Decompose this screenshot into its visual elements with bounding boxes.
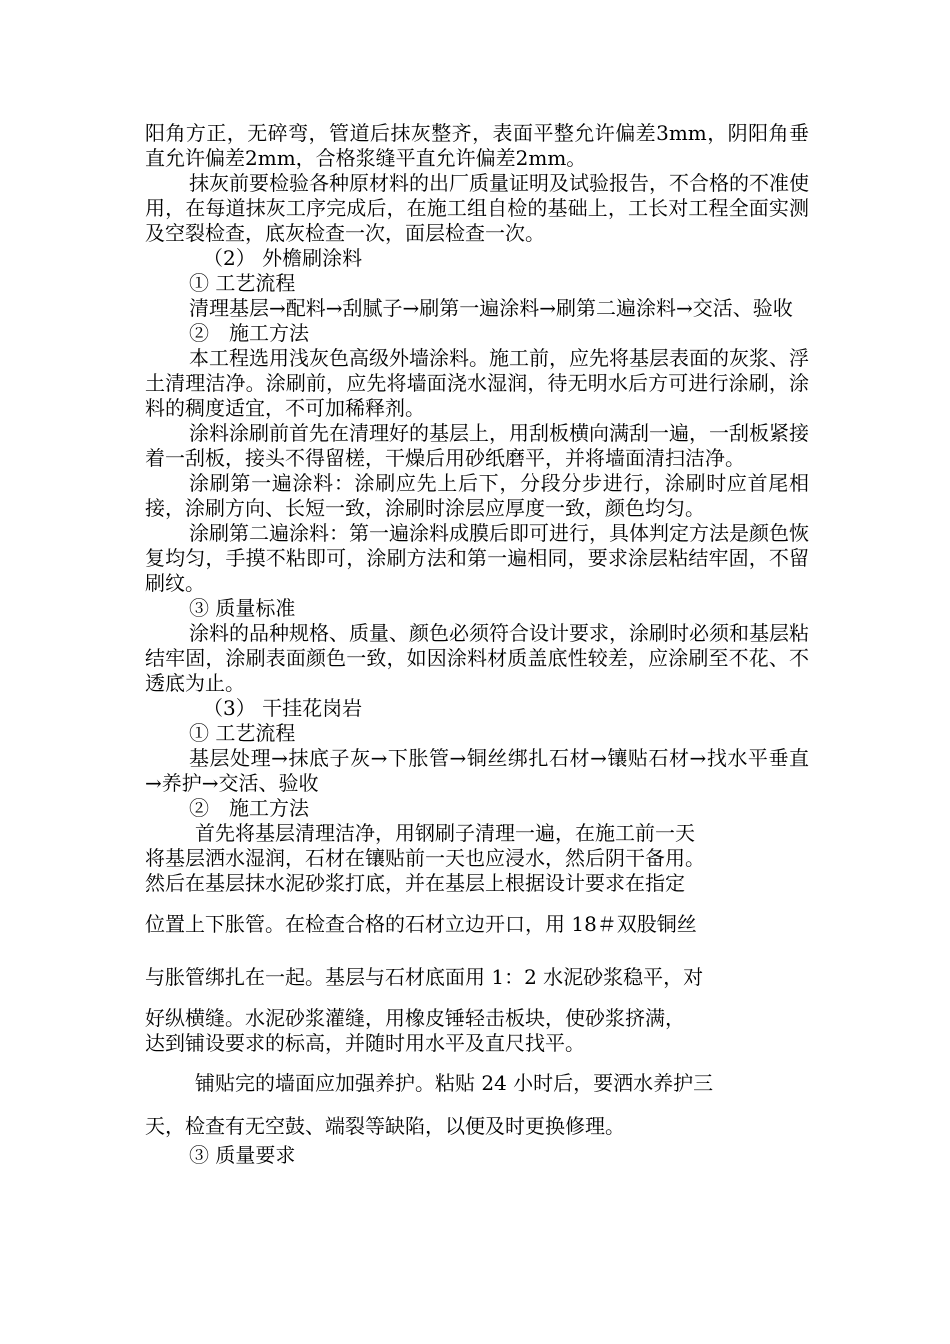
- text-line: 位置上下胀管。在检查合格的石材立边开口，用 18＃双股铜丝: [145, 912, 697, 936]
- paragraph-coating-quality: 涂料的品种规格、质量、颜色必须符合设计要求，涂刷时必须和基层粘结牢固，涂刷表面颜色一致，如因涂料材质盖底性较差，应涂刷至不花、不透底为止。: [145, 621, 809, 695]
- paragraph-granite-process: 基层处理→抹底子灰→下胀管→铜丝绑扎石材→镶贴石材→找水平垂直→养护→交活、验收: [145, 746, 809, 795]
- paragraph-coating-method-2: 涂料涂刷前首先在清理好的基层上，用刮板横向满刮一遍，一刮板紧接着一刮板，接头不得留槎，干燥后用砂纸磨平，并将墙面清扫洁净。: [145, 421, 809, 470]
- paragraph-coating-second-pass: 涂刷第二遍涂料：第一遍涂料成膜后即可进行，具体判定方法是颜色恢复均匀，手摸不粘即可，涂刷方法和第一遍相同，要求涂层粘结牢固，不留刷纹。: [145, 521, 809, 595]
- subheading-process-flow: ① 工艺流程: [189, 271, 296, 295]
- paragraph-granite-method: [145, 821, 809, 1056]
- paragraph-coating-method-1: 本工程选用浅灰色高级外墙涂料。施工前，应先将基层表面的灰浆、浮土清理洁净。涂刷前，应先将墙面浇水湿润，待无明水后方可进行涂刷，涂料的稠度适宜，不可加稀释剂。: [145, 346, 809, 420]
- paragraph-plaster-tolerance: 阳角方正，无碎弯，管道后抹灰整齐，表面平整允许偏差3mm，阴阳角垂直允许偏差2mm，合格浆缝平直允许偏差2mm。: [145, 121, 809, 170]
- subheading-granite-quality: ③ 质量要求: [189, 1143, 296, 1167]
- text-line: 然后在基层抹水泥砂浆打底，并在基层上根据设计要求在指定: [145, 871, 685, 895]
- document-body: [145, 121, 809, 1168]
- subheading-granite-process-flow: ① 工艺流程: [189, 721, 296, 745]
- text-line: 将基层洒水湿润，石材在镶贴前一天也应浸水，然后阴干备用。: [145, 846, 705, 870]
- section-heading-granite: （3） 干挂花岗岩: [203, 696, 363, 720]
- subheading-granite-method: ② 施工方法: [189, 796, 309, 820]
- text-line: 首先将基层清理洁净，用钢刷子清理一遍，在施工前一天: [195, 821, 695, 845]
- text-line: 达到铺设要求的标高，并随时用水平及直尺找平。: [145, 1031, 585, 1055]
- text-line: 与胀管绑扎在一起。基层与石材底面用 1：2 水泥砂浆稳平，对: [145, 965, 704, 989]
- section-heading-exterior-coating: （2） 外檐刷涂料: [203, 246, 363, 270]
- paragraph-coating-first-pass: 涂刷第一遍涂料：涂刷应先上后下，分段分步进行，涂刷时应首尾相接，涂刷方向、长短一致，涂刷时涂层应厚度一致，颜色均匀。: [145, 471, 809, 520]
- paragraph-plaster-inspection: 抹灰前要检验各种原材料的出厂质量证明及试验报告，不合格的不准使用，在每道抹灰工序完成后，在施工组自检的基础上，工长对工程全面实测及空裂检查，底灰检查一次，面层检查一次。: [145, 171, 809, 245]
- subheading-quality-standard: ③ 质量标准: [189, 596, 296, 620]
- text-line: 铺贴完的墙面应加强养护。粘贴 24 小时后，要洒水养护三: [195, 1071, 714, 1095]
- text-line: 好纵横缝。水泥砂浆灌缝，用橡皮锤轻击板块，使砂浆挤满，: [145, 1006, 685, 1030]
- text-line: 天，检查有无空鼓、端裂等缺陷，以便及时更换修理。: [145, 1114, 625, 1138]
- paragraph-coating-process: 清理基层→配料→刮腻子→刷第一遍涂料→刷第二遍涂料→交活、验收: [189, 296, 793, 320]
- subheading-construction-method: ② 施工方法: [189, 321, 309, 345]
- paragraph-granite-curing: [145, 1071, 809, 1139]
